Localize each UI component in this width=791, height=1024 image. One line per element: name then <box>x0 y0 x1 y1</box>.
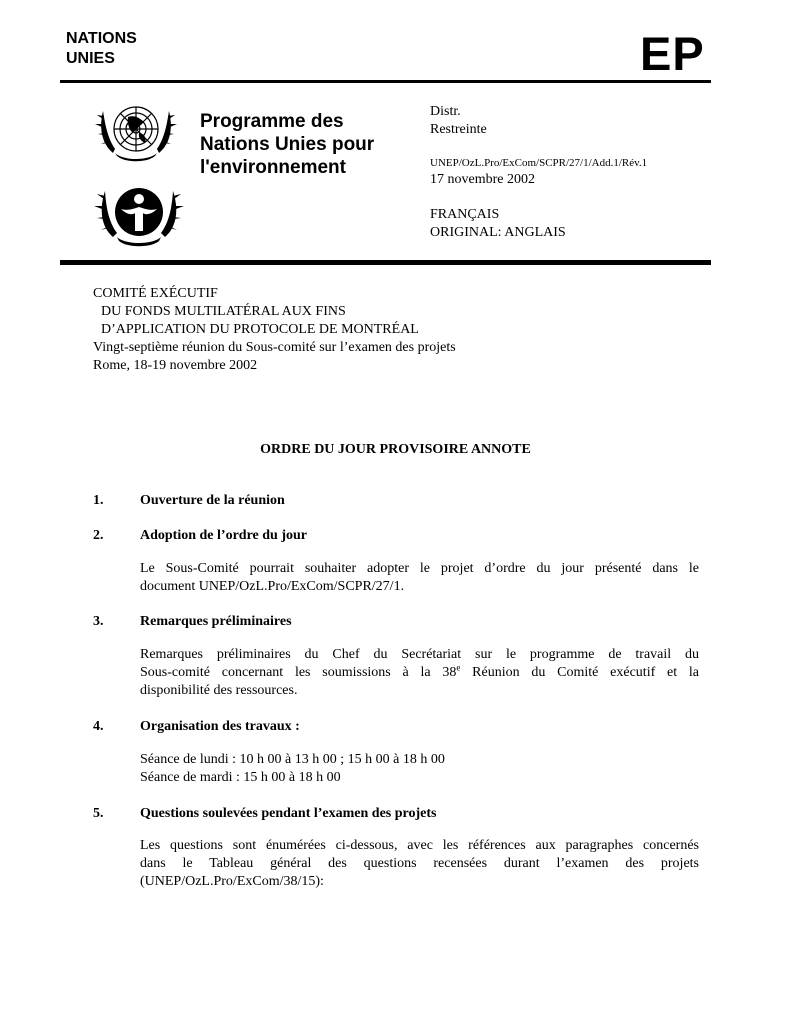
paragraph-line: (UNEP/OzL.Pro/ExCom/38/15): <box>140 874 324 889</box>
paragraph-line: document UNEP/OzL.Pro/ExCom/SCPR/27/1. <box>140 579 405 594</box>
language-label: FRANÇAIS <box>430 207 500 222</box>
programme-name <box>200 110 374 179</box>
item-heading: Organisation des travaux : <box>140 719 300 734</box>
item-number: 4. <box>93 719 104 734</box>
paragraph-line: dans le Tableau général des questions recensées durant l’examen des projets <box>140 856 699 871</box>
original-language-label: ORIGINAL: ANGLAIS <box>430 225 566 240</box>
header-bottom-rule <box>60 260 711 265</box>
org-name-line1: NATIONS <box>66 30 137 47</box>
doc-code: EP <box>640 27 705 80</box>
paragraph-line: disponibilité des ressources. <box>140 683 298 698</box>
paragraph-line: Séance de mardi : 15 h 00 à 18 h 00 <box>140 770 341 785</box>
paragraph-line: Remarques préliminaires du Chef du Secrétariat sur le programme de travail du <box>140 647 699 662</box>
item-heading: Questions soulevées pendant l’examen des projets <box>140 806 437 821</box>
item-paragraph <box>140 646 699 700</box>
unep-emblem-icon <box>93 175 185 253</box>
item-number: 2. <box>93 528 104 543</box>
committee-block <box>93 285 456 375</box>
header-rule <box>60 80 711 83</box>
document-symbol: UNEP/OzL.Pro/ExCom/SCPR/27/1/Add.1/Rév.1 <box>430 157 648 169</box>
paragraph-line: Séance de lundi : 10 h 00 à 13 h 00 ; 15 h 00 à 18 h 00 <box>140 752 445 767</box>
restriction-label: Restreinte <box>430 122 487 137</box>
item-number: 3. <box>93 614 104 629</box>
paragraph-text: Sous-comité concernant les soumissions à la 38 <box>140 665 457 680</box>
programme-line1: Programme des <box>200 111 344 132</box>
meeting-place-date: Rome, 18-19 novembre 2002 <box>93 358 258 373</box>
item-heading: Ouverture de la réunion <box>140 493 285 508</box>
superscript: e <box>456 662 461 673</box>
paragraph-line: Les questions sont énumérées ci-dessous, avec les références aux paragraphes concernés <box>140 838 699 853</box>
programme-line3: l'environnement <box>200 157 346 178</box>
paragraph-line: Le Sous-Comité pourrait souhaiter adopter le projet d’ordre du jour présenté dans le <box>140 561 699 576</box>
paragraph-line <box>140 664 699 682</box>
item-number: 5. <box>93 806 104 821</box>
agenda-title: ORDRE DU JOUR PROVISOIRE ANNOTE <box>260 442 531 457</box>
committee-line1: COMITÉ EXÉCUTIF <box>93 286 218 301</box>
distribution-block <box>430 103 487 139</box>
committee-line2: DU FONDS MULTILATÉRAL AUX FINS <box>101 304 346 319</box>
meeting-title: Vingt-septième réunion du Sous-comité sur l’examen des projets <box>93 340 456 355</box>
item-paragraph <box>140 837 699 891</box>
item-paragraph <box>140 751 699 787</box>
paragraph-text: Réunion du Comité exécutif et la <box>460 665 699 680</box>
programme-line2: Nations Unies pour <box>200 134 375 155</box>
distribution-label: Distr. <box>430 104 461 119</box>
un-emblem-icon <box>93 93 179 173</box>
item-number: 1. <box>93 493 104 508</box>
item-heading: Adoption de l’ordre du jour <box>140 528 307 543</box>
org-name <box>66 29 137 69</box>
item-heading: Remarques préliminaires <box>140 614 292 629</box>
language-block <box>430 206 566 242</box>
document-date: 17 novembre 2002 <box>430 172 535 187</box>
committee-line3: D’APPLICATION DU PROTOCOLE DE MONTRÉAL <box>101 322 419 337</box>
item-paragraph <box>140 560 699 596</box>
org-name-line2: UNIES <box>66 50 115 67</box>
